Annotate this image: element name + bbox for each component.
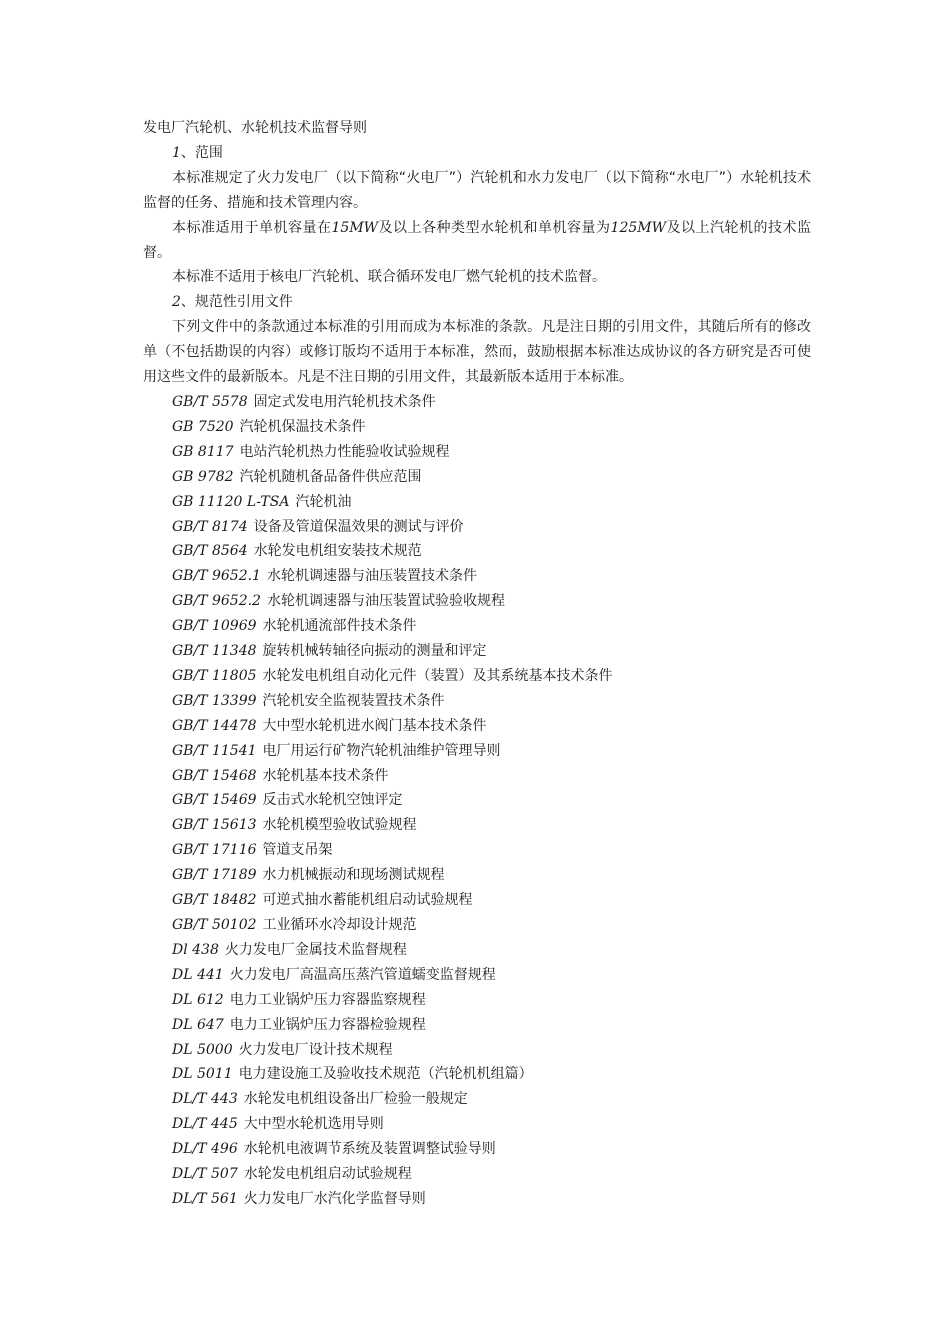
reference-code: GB/T 8174 bbox=[172, 518, 248, 535]
reference-code: GB/T 17189 bbox=[172, 867, 257, 884]
section-2-paragraph-1: 下列文件中的条款通过本标准的引用而成为本标准的条款。凡是注日期的引用文件，其随后所有的修改单（不包括勘误的内容）或修订版均不适用于本标准，然而，鼓励根据本标准达成协议的各方研究是否可使用这些文件的最新版本。凡是不注日期的引用文件，其最新版本适用于本标准。 bbox=[143, 319, 811, 386]
reference-code: GB/T 9652.1 bbox=[172, 568, 261, 585]
reference-list bbox=[143, 390, 811, 1212]
reference-item bbox=[143, 490, 811, 515]
reference-item bbox=[143, 838, 811, 863]
reference-item bbox=[143, 963, 811, 988]
reference-title: 水轮发电机组设备出厂检验一般规定 bbox=[243, 1091, 468, 1108]
reference-item bbox=[143, 1013, 811, 1038]
section-1-paragraph-2 bbox=[143, 216, 811, 266]
reference-item bbox=[143, 689, 811, 714]
reference-title: 电站汽轮机热力性能验收试验规程 bbox=[239, 443, 450, 460]
reference-title: 火力发电厂设计技术规程 bbox=[238, 1041, 393, 1058]
reference-code: GB/T 14478 bbox=[172, 717, 257, 734]
reference-title: 水轮机调速器与油压装置技术条件 bbox=[266, 568, 477, 585]
reference-title: 反击式水轮机空蚀评定 bbox=[262, 792, 403, 809]
reference-item bbox=[143, 913, 811, 938]
reference-code: GB 8117 bbox=[172, 443, 234, 460]
reference-item bbox=[143, 589, 811, 614]
reference-code: GB 7520 bbox=[172, 418, 234, 435]
reference-title: 电力工业锅炉压力容器监察规程 bbox=[229, 991, 426, 1008]
reference-title: 汽轮机随机备品备件供应范围 bbox=[239, 468, 422, 485]
reference-code: DL/T 496 bbox=[172, 1141, 238, 1158]
reference-code: GB/T 13399 bbox=[172, 692, 257, 709]
reference-item bbox=[143, 1038, 811, 1063]
reference-title: 旋转机械转轴径向振动的测量和评定 bbox=[262, 643, 487, 660]
reference-code: GB 11120 L-TSA bbox=[172, 493, 290, 510]
section-2-heading bbox=[143, 290, 811, 315]
reference-item bbox=[143, 564, 811, 589]
section-2-heading-text: 、规范性引用文件 bbox=[180, 294, 293, 311]
reference-title: 设备及管道保温效果的测试与评价 bbox=[253, 518, 464, 535]
reference-code: GB/T 11348 bbox=[172, 643, 257, 660]
scope-text-c: 及以上汽轮机的技术监督。 bbox=[143, 219, 811, 261]
section-1-paragraph-1: 本标准规定了火力发电厂（以下简称“火电厂”）汽轮机和水力发电厂（以下简称“水电厂”）水轮机技术监督的任务、措施和技术管理内容。 bbox=[143, 169, 811, 211]
document-page bbox=[143, 116, 811, 1212]
reference-title: 管道支吊架 bbox=[262, 842, 333, 859]
reference-title: 大中型水轮机选用导则 bbox=[243, 1116, 384, 1133]
section-1-number: 1 bbox=[172, 144, 181, 161]
reference-code: DL/T 507 bbox=[172, 1166, 238, 1183]
document-title: 发电厂汽轮机、水轮机技术监督导则 bbox=[143, 120, 367, 136]
reference-title: 水力机械振动和现场测试规程 bbox=[262, 867, 445, 884]
reference-item bbox=[143, 888, 811, 913]
reference-code: GB/T 11805 bbox=[172, 667, 257, 684]
reference-title: 大中型水轮机进水阀门基本技术条件 bbox=[262, 717, 487, 734]
reference-code: Dl 438 bbox=[172, 941, 219, 958]
reference-code: GB/T 9652.2 bbox=[172, 593, 261, 610]
reference-item bbox=[143, 813, 811, 838]
reference-title: 固定式发电用汽轮机技术条件 bbox=[253, 393, 436, 410]
reference-title: 火力发电厂高温高压蒸汽管道蠕变监督规程 bbox=[229, 966, 496, 983]
section-1-heading bbox=[143, 141, 811, 166]
capacity-value-2: 125MW bbox=[610, 219, 666, 236]
reference-title: 电力建设施工及验收技术规范（汽轮机机组篇） bbox=[238, 1066, 533, 1083]
reference-item bbox=[143, 764, 811, 789]
reference-item bbox=[143, 515, 811, 540]
reference-code: GB/T 15468 bbox=[172, 767, 257, 784]
reference-code: GB/T 50102 bbox=[172, 917, 257, 933]
reference-code: GB/T 17116 bbox=[172, 842, 257, 859]
reference-title: 水轮发电机组自动化元件（装置）及其系统基本技术条件 bbox=[262, 667, 613, 684]
reference-title: 水轮机通流部件技术条件 bbox=[262, 618, 417, 635]
reference-item bbox=[143, 739, 811, 764]
section-1-heading-text: 、范围 bbox=[180, 144, 223, 161]
reference-item bbox=[143, 1062, 811, 1087]
reference-title: 火力发电厂金属技术监督规程 bbox=[224, 941, 407, 958]
reference-code: DL 647 bbox=[172, 1016, 224, 1033]
reference-title: 汽轮机安全监视装置技术条件 bbox=[262, 692, 445, 709]
reference-title: 火力发电厂水汽化学监督导则 bbox=[243, 1190, 426, 1207]
reference-code: DL 612 bbox=[172, 991, 224, 1008]
capacity-value-1: 15MW bbox=[331, 219, 379, 236]
reference-code: DL 441 bbox=[172, 966, 224, 983]
reference-code: GB/T 18482 bbox=[172, 892, 257, 909]
reference-item bbox=[143, 863, 811, 888]
reference-item bbox=[143, 390, 811, 415]
reference-title: 水轮机基本技术条件 bbox=[262, 767, 389, 784]
reference-item bbox=[143, 1187, 811, 1212]
scope-text-b: 及以上各种类型水轮机和单机容量为 bbox=[378, 219, 611, 236]
reference-item bbox=[143, 788, 811, 813]
reference-title: 汽轮机保温技术条件 bbox=[239, 418, 366, 435]
reference-item bbox=[143, 664, 811, 689]
reference-item bbox=[143, 539, 811, 564]
reference-item bbox=[143, 938, 811, 963]
reference-item bbox=[143, 1162, 811, 1187]
reference-code: GB/T 15613 bbox=[172, 817, 257, 834]
reference-title: 水轮机调速器与油压装置试验验收规程 bbox=[266, 593, 505, 610]
reference-item bbox=[143, 415, 811, 440]
section-2-number: 2 bbox=[172, 294, 181, 311]
reference-title: 电厂用运行矿物汽轮机油维护管理导则 bbox=[262, 742, 501, 759]
reference-code: GB/T 10969 bbox=[172, 618, 257, 635]
section-1-paragraph-3: 本标准不适用于核电厂汽轮机、联合循环发电厂燃气轮机的技术监督。 bbox=[172, 269, 606, 286]
reference-item bbox=[143, 714, 811, 739]
reference-code: DL/T 445 bbox=[172, 1116, 238, 1133]
reference-code: GB/T 8564 bbox=[172, 543, 248, 560]
reference-code: DL/T 443 bbox=[172, 1091, 238, 1108]
reference-item bbox=[143, 988, 811, 1013]
reference-item bbox=[143, 614, 811, 639]
reference-title: 水轮机模型验收试验规程 bbox=[262, 817, 417, 834]
reference-code: DL 5011 bbox=[172, 1066, 233, 1083]
reference-title: 水轮发电机组启动试验规程 bbox=[243, 1166, 412, 1183]
reference-item bbox=[143, 1087, 811, 1112]
reference-item bbox=[143, 1137, 811, 1162]
reference-code: DL/T 561 bbox=[172, 1190, 238, 1207]
reference-title: 工业循环水冷却设计规范 bbox=[262, 917, 417, 933]
reference-title: 电力工业锅炉压力容器检验规程 bbox=[229, 1016, 426, 1033]
reference-title: 可逆式抽水蓄能机组启动试验规程 bbox=[262, 892, 473, 909]
reference-code: GB/T 11541 bbox=[172, 742, 257, 759]
reference-item bbox=[143, 440, 811, 465]
scope-text-a: 本标准适用于单机容量在 bbox=[172, 219, 332, 236]
reference-code: GB/T 15469 bbox=[172, 792, 257, 809]
reference-title: 汽轮机油 bbox=[295, 493, 352, 510]
reference-code: DL 5000 bbox=[172, 1041, 233, 1058]
reference-item bbox=[143, 465, 811, 490]
reference-item bbox=[143, 1112, 811, 1137]
reference-code: GB 9782 bbox=[172, 468, 234, 485]
reference-item bbox=[143, 639, 811, 664]
reference-title: 水轮发电机组安装技术规范 bbox=[253, 543, 422, 560]
reference-code: GB/T 5578 bbox=[172, 393, 248, 410]
reference-title: 水轮机电液调节系统及装置调整试验导则 bbox=[243, 1141, 496, 1158]
